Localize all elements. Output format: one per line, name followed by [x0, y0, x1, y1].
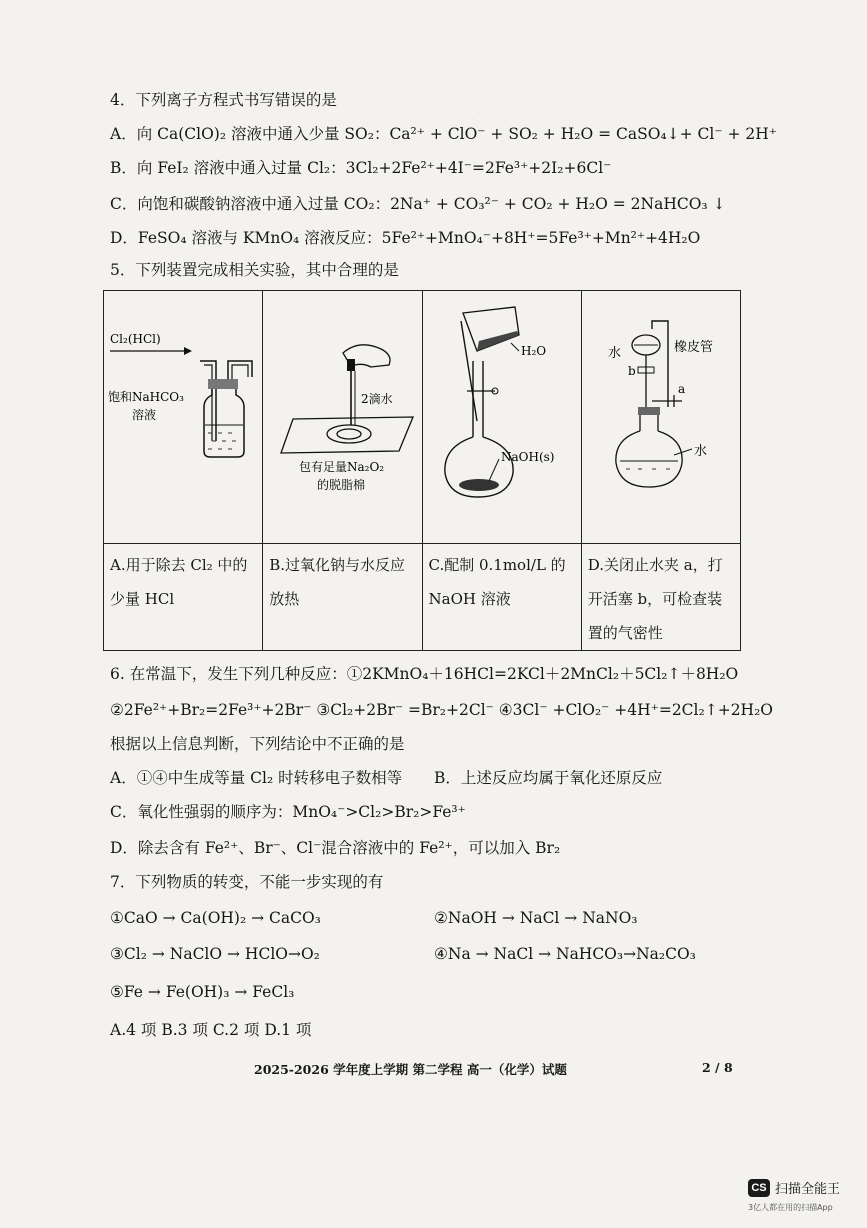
page-number: 2 / 8 [702, 1060, 733, 1075]
watermark-subtitle: 3亿人都在用的扫描App [748, 1203, 833, 1212]
stopcock-b-label: b [627, 364, 636, 378]
water-top-label: 水 [607, 346, 621, 361]
q6-stem-line3: 根据以上信息判断，下列结论中不正确的是 [110, 735, 405, 753]
caption-a-text: A.用于除去 Cl₂ 中的少量 HCl [110, 556, 248, 608]
q7-choices: A.4 项 B.3 项 C.2 项 D.1 项 [110, 1021, 312, 1039]
q7-item-2: ②NaOH → NaCl → NaNO₃ [434, 909, 638, 927]
bleed-through: · [470, 112, 475, 127]
solid-label: NaOH(s) [500, 450, 554, 464]
gas-label: Cl₂(HCl) [110, 332, 161, 346]
figure-b-cell [263, 291, 422, 544]
figure-c-cell [422, 291, 581, 544]
q6-option-d: D．除去含有 Fe²⁺、Br⁻、Cl⁻混合溶液中的 Fe²⁺，可以加入 Br₂ [110, 839, 561, 857]
q5-stem: 5．下列装置完成相关实验，其中合理的是 [110, 261, 399, 279]
figure-a-cell [104, 291, 263, 544]
q4-option-d: D．FeSO₄ 溶液与 KMnO₄ 溶液反应：5Fe²⁺+MnO₄⁻+8H⁺=5Fe³⁺+Mn²⁺+4H₂O [110, 229, 701, 247]
q6-option-b: B．上述反应均属于氧化还原反应 [434, 769, 663, 787]
caption-b-text: B.过氧化钠与水反应放热 [269, 556, 406, 608]
q7-item-4: ④Na → NaCl → NaHCO₃→Na₂CO₃ [434, 945, 696, 963]
q7-item-3: ③Cl₂ → NaClO → HClO→O₂ [110, 945, 320, 963]
caption-c [422, 544, 581, 651]
q4-stem: 4．下列离子方程式书写错误的是 [110, 91, 337, 109]
experiment-table [103, 290, 741, 651]
figure-d-cell [581, 291, 740, 544]
cotton-label-1: 包有足量Na₂O₂ [299, 460, 385, 474]
caption-b [263, 544, 422, 651]
liquid-label-2: 溶液 [132, 408, 157, 422]
airtightness-figure [582, 291, 730, 539]
tube-label: 橡皮管 [673, 340, 713, 355]
caption-d-text: D.关闭止水夹 a，打开活塞 b，可检查装置的气密性 [587, 556, 723, 642]
water-bottom-label: 水 [693, 444, 707, 459]
cotton-label-2: 的脱脂棉 [317, 478, 366, 492]
q6-option-a: A．①④中生成等量 Cl₂ 时转移电子数相等 [110, 769, 403, 787]
q7-item-5: ⑤Fe → Fe(OH)₃ → FeCl₃ [110, 983, 295, 1001]
q4-option-c: C．向饱和碳酸钠溶液中通入过量 CO₂：2Na⁺ + CO₃²⁻ + CO₂ + H₂O = 2NaHCO₃ ↓ [110, 195, 726, 213]
q7-item-1: ①CaO → Ca(OH)₂ → CaCO₃ [110, 909, 321, 927]
q4-option-b: B．向 FeI₂ 溶液中通入过量 Cl₂：3Cl₂+2Fe²⁺+4I⁻=2Fe³⁺+2I₂+6Cl⁻ [110, 159, 612, 177]
page-footer-title: 2025-2026 学年度上学期 第二学程 高一（化学）试题 [254, 1062, 567, 1077]
cs-logo-icon: CS [748, 1179, 770, 1197]
watermark-name: 扫描全能王 [775, 1182, 841, 1197]
volumetric-flask-figure [423, 291, 575, 539]
caption-d [581, 544, 740, 651]
gas-washing-bottle-figure [104, 291, 272, 539]
caption-a [104, 544, 263, 651]
scanner-watermark [748, 1178, 840, 1197]
sodium-peroxide-figure [263, 291, 433, 539]
water-label: H₂O [520, 344, 546, 358]
liquid-label-1: 饱和NaHCO₃ [108, 390, 184, 404]
caption-c-text: C.配制 0.1mol/L 的 NaOH 溶液 [428, 556, 566, 608]
q6-option-c: C．氧化性强弱的顺序为：MnO₄⁻>Cl₂>Br₂>Fe³⁺ [110, 803, 466, 821]
q6-stem-line1: 6. 在常温下，发生下列几种反应：①2KMnO₄＋16HCl=2KCl＋2MnCl₂＋5Cl₂↑＋8H₂O [110, 665, 739, 683]
drop-label: 2滴水 [361, 392, 393, 406]
q7-stem: 7．下列物质的转变，不能一步实现的有 [110, 873, 384, 891]
q4-option-a: A．向 Ca(ClO)₂ 溶液中通入少量 SO₂：Ca²⁺ + ClO⁻ + SO₂ + H₂O = CaSO₄↓+ Cl⁻ + 2H⁺ [110, 125, 777, 143]
clamp-a-label: a [677, 382, 685, 396]
q6-stem-line2: ②2Fe²⁺+Br₂=2Fe³⁺+2Br⁻ ③Cl₂+2Br⁻ =Br₂+2Cl⁻ ④3Cl⁻ +ClO₂⁻ +4H⁺=2Cl₂↑+2H₂O [110, 701, 773, 719]
